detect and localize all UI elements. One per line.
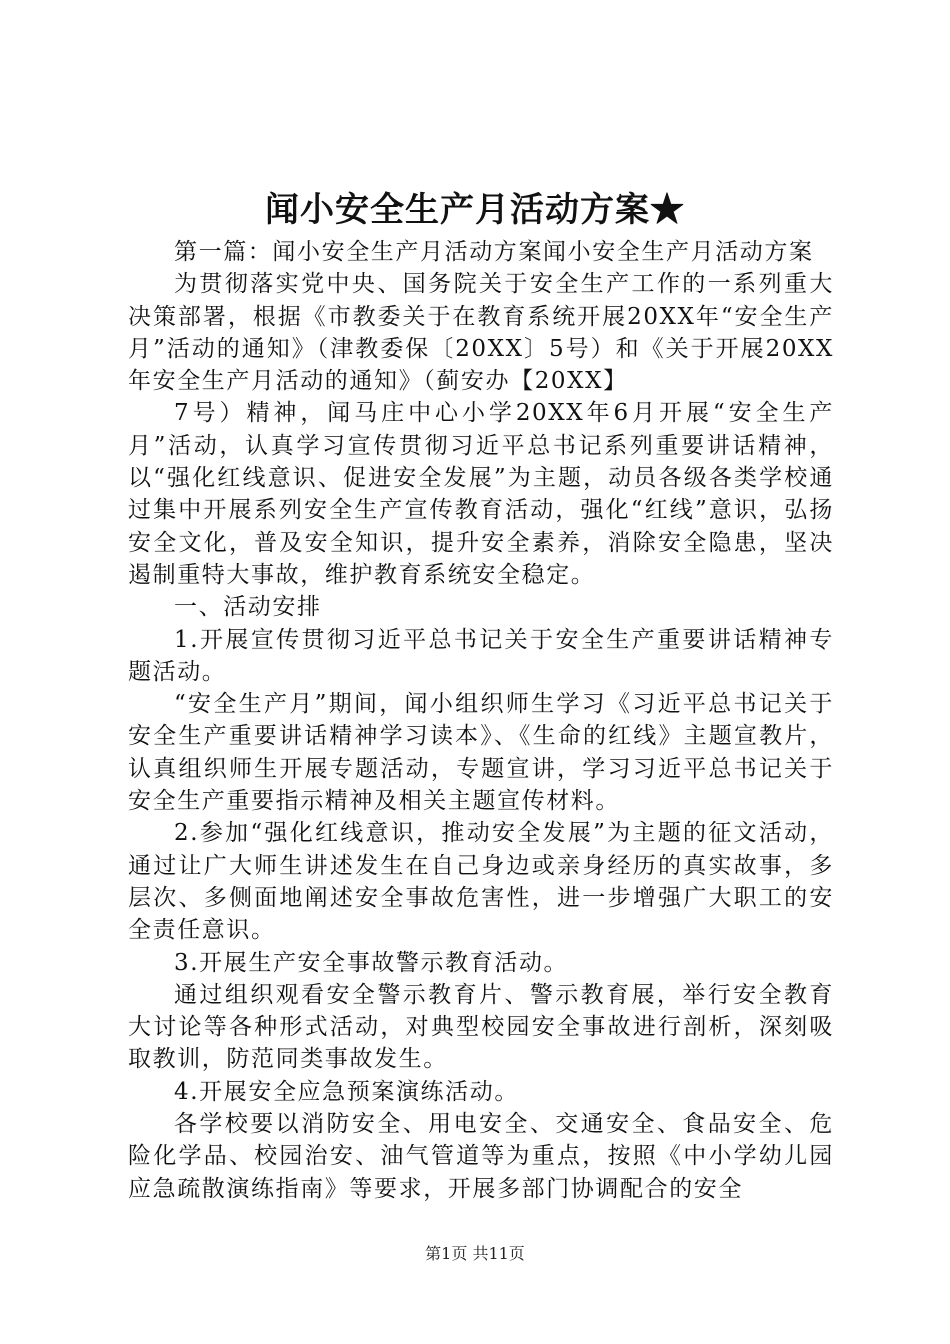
paragraph: 1.开展宣传贯彻习近平总书记关于安全生产重要讲话精神专题活动。 [128,626,834,685]
document-body [128,236,834,1205]
paragraph: 通过组织观看安全警示教育片、警示教育展，举行安全教育大讨论等各种形式活动，对典型校园安全事故进行剖析，深刻吸取教训，防范同类事故发生。 [128,981,834,1073]
page-footer: 第1页 共11页 [425,1244,525,1263]
paragraph: 2.参加“强化红线意识，推动安全发展”为主题的征文活动，通过让广大师生讲述发生在自己身边或亲身经历的真实故事，多层次、多侧面地阐述安全事故危害性，进一步增强广大职工的安全责任意识。 [128,820,834,944]
section-heading: 一、活动安排 [174,594,322,621]
paragraph: “安全生产月”期间，闻小组织师生学习《习近平总书记关于安全生产重要讲话精神学习读本》、《生命的红线》主题宣教片，认真组织师生开展专题活动，专题宣讲，学习习近平总书记关于安全生产重要指示精神及相关主题宣传材料。 [128,691,834,815]
document-title: 闻小安全生产月活动方案★ [265,190,685,230]
paragraph: 4.开展安全应急预案演练活动。 [174,1078,519,1105]
paragraph: 7号）精神，闻马庄中心小学20XX年6月开展“安全生产月”活动，认真学习宣传贯彻习近平总书记系列重要讲话精神，以“强化红线意识、促进安全发展”为主题，动员各级各类学校通过集中开展系列安全生产宣传教育活动，强化“红线”意识，弘扬安全文化，普及安全知识，提升安全素养，消除安全隐患，坚决遏制重特大事故，维护教育系统安全稳定。 [128,400,834,588]
paragraph: 为贯彻落实党中央、国务院关于安全生产工作的一系列重大决策部署，根据《市教委关于在教育系统开展20XX年“安全生产月”活动的通知》（津教委保〔20XX〕5号）和《关于开展20XX年安全生产月活动的通知》（蓟安办【20XX】 [128,271,834,395]
paragraph: 3.开展生产安全事故警示教育活动。 [174,949,569,976]
paragraph: 第一篇：闻小安全生产月活动方案闻小安全生产月活动方案 [174,239,814,265]
paragraph: 各学校要以消防安全、用电安全、交通安全、食品安全、危险化学品、校园治安、油气管道等为重点，按照《中小学幼儿园应急疏散演练指南》等要求，开展多部门协调配合的安全 [128,1111,834,1202]
